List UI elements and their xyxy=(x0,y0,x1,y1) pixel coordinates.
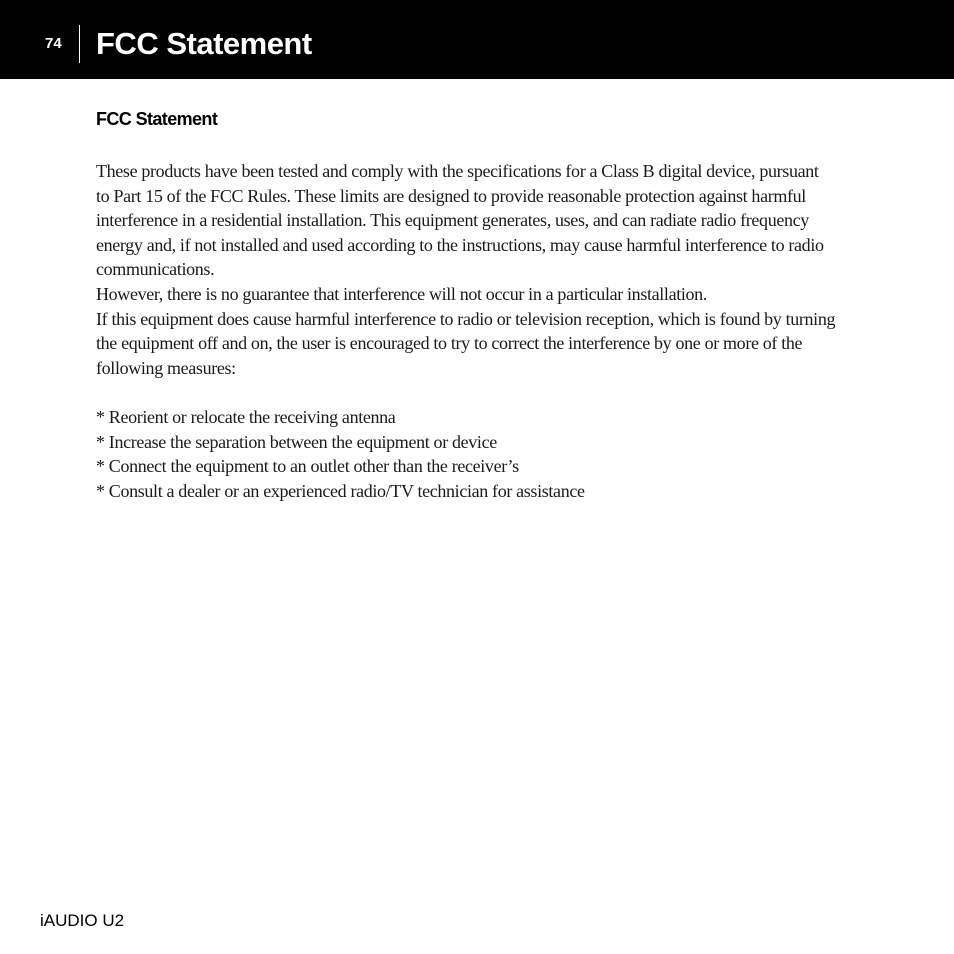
measure-item: * Connect the equipment to an outlet other than the receiver’s xyxy=(96,456,519,477)
statement-body xyxy=(96,159,866,503)
header-divider xyxy=(79,25,80,63)
footer-product-name: iAUDIO U2 xyxy=(40,911,125,930)
section-heading: FCC Statement xyxy=(96,109,218,129)
paragraph-line: to Part 15 of the FCC Rules. These limits are designed to provide reasonable protection against harmful xyxy=(96,185,806,206)
paragraph-line: These products have been tested and comply with the specifications for a Class B digital device, pursuant xyxy=(96,161,819,181)
paragraph-spacer xyxy=(96,380,866,405)
paragraph-line: If this equipment does cause harmful interference to radio or television reception, which is found by turning xyxy=(96,308,836,329)
paragraph-line: the equipment off and on, the user is encouraged to try to correct the interference by one or more of the xyxy=(96,333,803,354)
measure-item: * Reorient or relocate the receiving antenna xyxy=(96,406,396,427)
page-title: FCC Statement xyxy=(96,26,312,61)
paragraph-line: energy and, if not installed and used according to the instructions, may cause harmful interference to radio xyxy=(96,234,824,255)
paragraph-line: However, there is no guarantee that interference will not occur in a particular installation. xyxy=(96,283,707,304)
measure-item: * Consult a dealer or an experienced radio/TV technician for assistance xyxy=(96,480,585,501)
paragraph-line: communications. xyxy=(96,259,215,280)
paragraph-line: interference in a residential installation. This equipment generates, uses, and can radiate radio frequency xyxy=(96,210,809,231)
measure-item: * Increase the separation between the equipment or device xyxy=(96,431,497,452)
header-bar xyxy=(0,0,954,79)
paragraph-line: following measures: xyxy=(96,357,236,378)
page-number: 74 xyxy=(45,35,62,52)
